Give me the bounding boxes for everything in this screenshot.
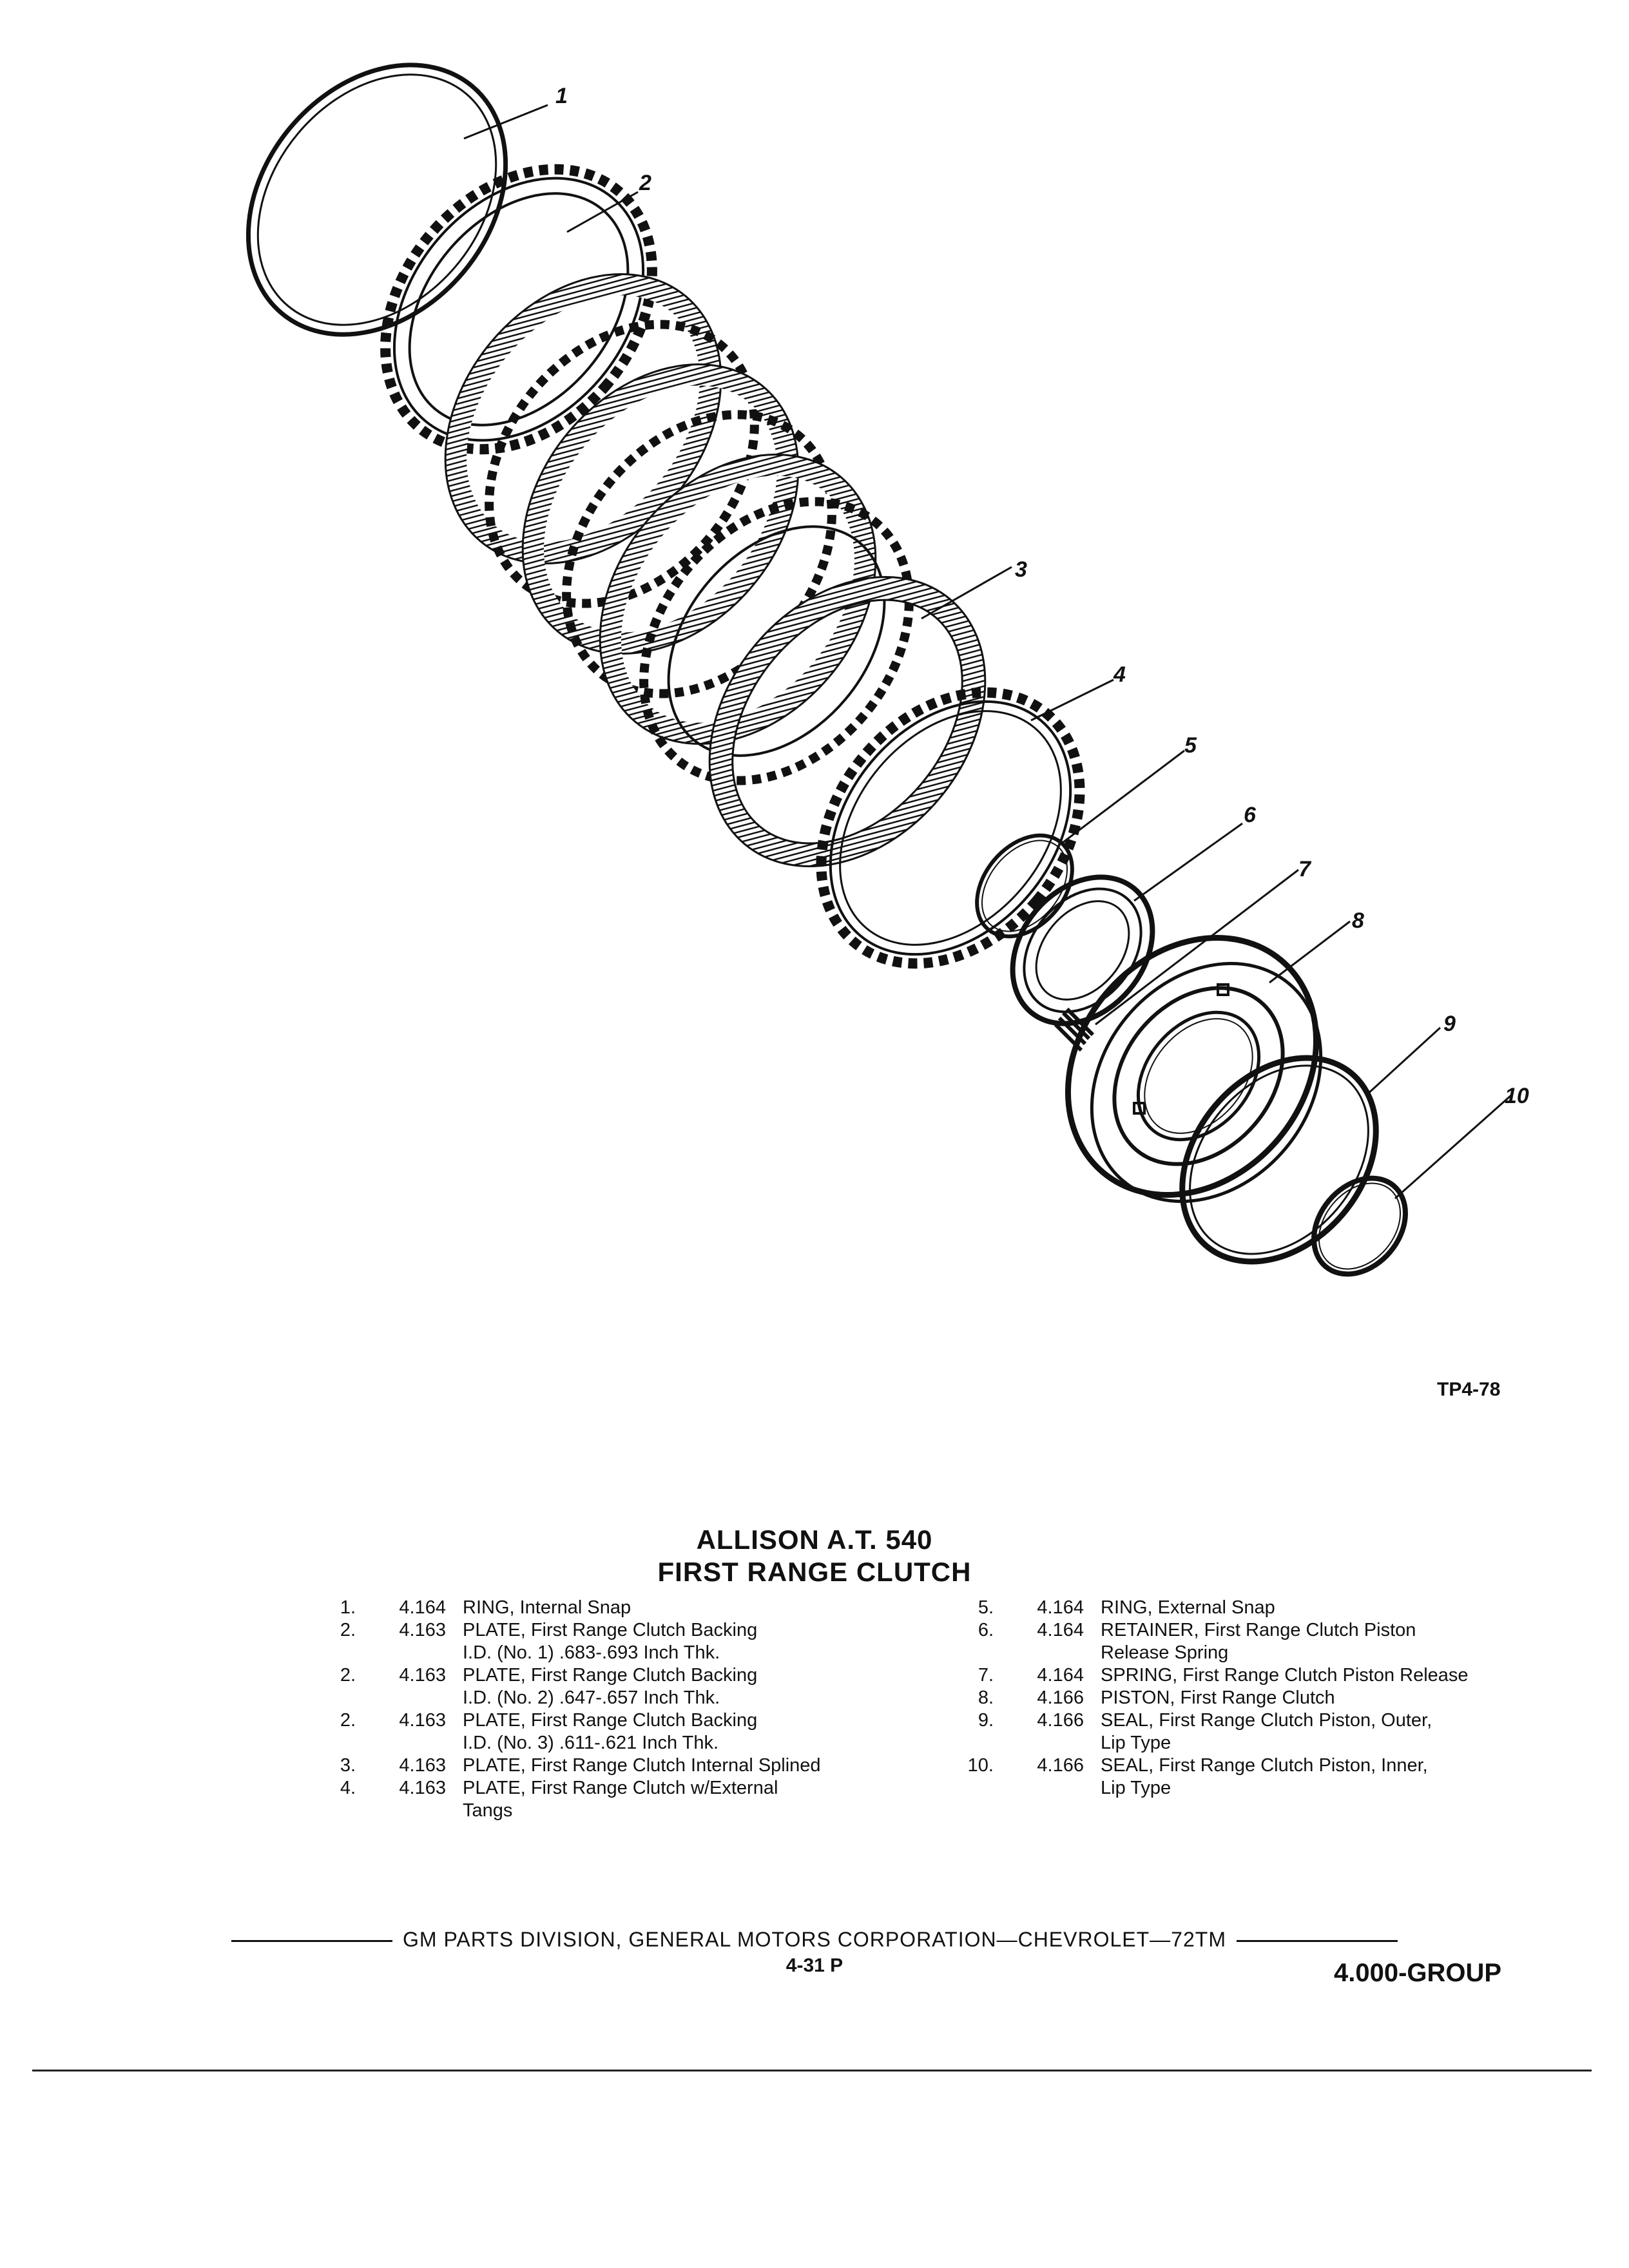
part-row — [959, 1709, 1539, 1754]
part-number: 4. — [340, 1778, 356, 1798]
part-number: 7. — [978, 1665, 994, 1686]
part-8-piston — [1017, 888, 1368, 1247]
part-description-line: SPRING, First Range Clutch Piston Release — [1101, 1665, 1469, 1686]
bottom-divider — [32, 2070, 1592, 2071]
part-description-line: I.D. (No. 3) .611-.621 Inch Thk. — [463, 1733, 719, 1753]
part-group-code: 4.164 — [1037, 1620, 1084, 1640]
part-description — [463, 1619, 901, 1664]
part-description-line: I.D. (No. 2) .647-.657 Inch Thk. — [463, 1687, 720, 1708]
callout-7: 7 — [1298, 857, 1311, 881]
part-description-line: SEAL, First Range Clutch Piston, Outer, — [1101, 1710, 1432, 1731]
figure-code: TP4-78 — [1437, 1379, 1501, 1400]
part-description — [463, 1597, 901, 1619]
part-description — [1101, 1687, 1539, 1709]
parts-list-right — [959, 1597, 1539, 1800]
part-group-code: 4.163 — [399, 1710, 446, 1731]
part-description-line: PLATE, First Range Clutch Internal Splined — [463, 1755, 821, 1776]
part-9-outer-seal — [1142, 1019, 1416, 1300]
footer-rule-left — [231, 1940, 392, 1942]
part-row — [959, 1597, 1539, 1619]
part-number: 9. — [978, 1710, 994, 1731]
callout-5: 5 — [1184, 733, 1197, 758]
part-description-line: I.D. (No. 1) .683-.693 Inch Thk. — [463, 1642, 720, 1663]
part-number: 8. — [978, 1687, 994, 1708]
part-description — [1101, 1709, 1539, 1754]
part-row — [321, 1664, 901, 1709]
part-description-line: Lip Type — [1101, 1733, 1171, 1753]
footer-publisher-line — [0, 1928, 1629, 1952]
part-group-code: 4.164 — [399, 1597, 446, 1618]
part-group-code: 4.166 — [1037, 1687, 1084, 1708]
part-description — [1101, 1754, 1539, 1800]
part-row — [321, 1597, 901, 1619]
part-description — [463, 1754, 901, 1777]
group-label: 4.000-GROUP — [1334, 1959, 1502, 1987]
part-description — [1101, 1619, 1539, 1664]
part-group-code: 4.163 — [399, 1665, 446, 1686]
part-number: 10. — [967, 1755, 994, 1776]
parts-list-left — [321, 1597, 901, 1822]
callout-1: 1 — [555, 84, 568, 108]
part-description-line: PLATE, First Range Clutch w/External — [463, 1778, 778, 1798]
callout-10: 10 — [1505, 1084, 1529, 1108]
part-description — [463, 1664, 901, 1709]
part-description — [1101, 1597, 1539, 1619]
part-description — [463, 1777, 901, 1822]
callout-4: 4 — [1113, 662, 1126, 687]
part-group-code: 4.166 — [1037, 1755, 1084, 1776]
part-10-inner-seal — [1295, 1160, 1424, 1292]
part-row — [321, 1777, 901, 1822]
part-description-line: RETAINER, First Range Clutch Piston — [1101, 1620, 1416, 1640]
part-group-code: 4.163 — [399, 1778, 446, 1798]
part-description-line: PISTON, First Range Clutch — [1101, 1687, 1335, 1708]
part-description-line: Tangs — [463, 1800, 513, 1821]
callout-2: 2 — [639, 171, 651, 195]
title-line-1: ALLISON A.T. 540 — [696, 1524, 933, 1555]
part-description-line: RING, External Snap — [1101, 1597, 1275, 1618]
part-group-code: 4.163 — [399, 1620, 446, 1640]
part-row — [321, 1709, 901, 1754]
part-description-line: PLATE, First Range Clutch Backing — [463, 1665, 758, 1686]
callout-3: 3 — [1015, 557, 1027, 582]
part-description-line: Lip Type — [1101, 1778, 1171, 1798]
part-number: 2. — [340, 1710, 356, 1731]
callout-8: 8 — [1352, 908, 1364, 933]
callout-9: 9 — [1443, 1012, 1456, 1036]
part-number: 6. — [978, 1620, 994, 1640]
footer-text: GM PARTS DIVISION, GENERAL MOTORS CORPORATION—CHEVROLET—72TM — [403, 1928, 1226, 1951]
part-description-line: Release Spring — [1101, 1642, 1229, 1663]
part-description-line: SEAL, First Range Clutch Piston, Inner, — [1101, 1755, 1428, 1776]
callout-6: 6 — [1244, 803, 1256, 827]
part-group-code: 4.164 — [1037, 1665, 1084, 1686]
page-number: 4-31 P — [786, 1955, 843, 1976]
part-description — [1101, 1664, 1539, 1687]
part-description-line: RING, Internal Snap — [463, 1597, 631, 1618]
part-row — [959, 1619, 1539, 1664]
part-row — [959, 1687, 1539, 1709]
part-number: 2. — [340, 1620, 356, 1640]
part-description — [463, 1709, 901, 1754]
part-number: 1. — [340, 1597, 356, 1618]
part-row — [321, 1619, 901, 1664]
part-row — [959, 1754, 1539, 1800]
part-row — [959, 1664, 1539, 1687]
part-group-code: 4.163 — [399, 1755, 446, 1776]
part-group-code: 4.164 — [1037, 1597, 1084, 1618]
footer-rule-right — [1237, 1940, 1398, 1942]
part-row — [321, 1754, 901, 1777]
part-number: 2. — [340, 1665, 356, 1686]
part-group-code: 4.166 — [1037, 1710, 1084, 1731]
part-number: 5. — [978, 1597, 994, 1618]
part-number: 3. — [340, 1755, 356, 1776]
part-description-line: PLATE, First Range Clutch Backing — [463, 1710, 758, 1731]
part-6-spring-retainer — [984, 849, 1181, 1052]
page-title — [0, 1524, 1629, 1588]
part-description-line: PLATE, First Range Clutch Backing — [463, 1620, 758, 1640]
title-line-2: FIRST RANGE CLUTCH — [657, 1557, 972, 1587]
